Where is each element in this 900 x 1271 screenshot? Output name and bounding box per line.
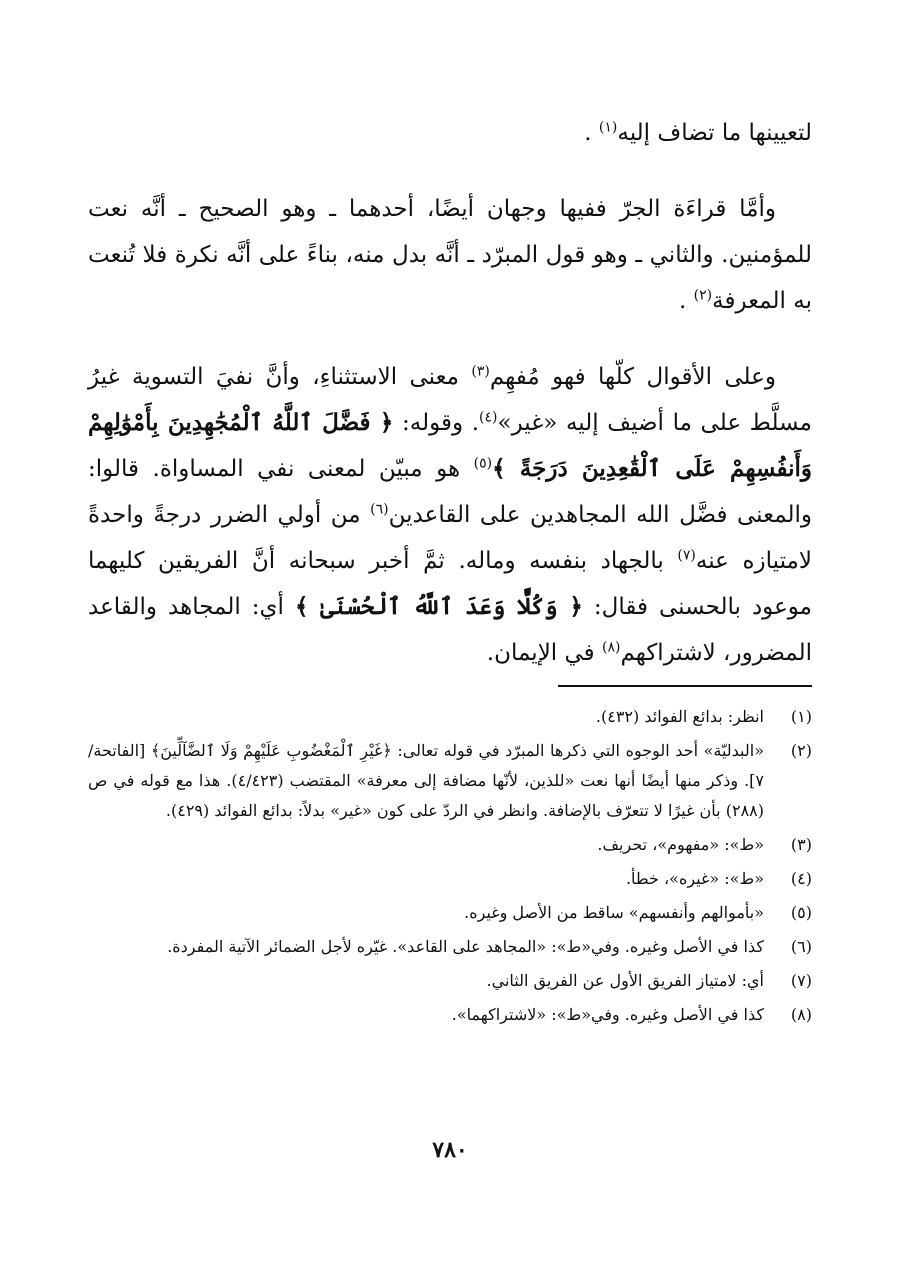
- footnote-8: [88, 1000, 812, 1030]
- footnote-text: انظر: بدائع الفوائد (٤٣٢).: [595, 707, 764, 726]
- footnote-ref-2[interactable]: (٢): [693, 287, 713, 304]
- paragraph-3-segment-7: أي: المجاهد والقاعد المضرور، لاشتراكهم: [88, 594, 812, 666]
- paragraph-3-segment-1: وعلى الأقوال كلّها فهو مُفهِم: [489, 364, 776, 390]
- paragraph-1-text: لتعيينها ما تضاف إليه: [617, 120, 812, 146]
- paragraph-3-segment-2: معنى الاستثناءِ، وأنَّ نفيَ التسوية غيرُ مسلَّط على ما أضيف إليه «غير»: [88, 364, 812, 436]
- footnote-text: «بأموالهم وأنفسهم» ساقط من الأصل وغيره.: [464, 903, 764, 922]
- quran-verse-1: ﴿ فَضَّلَ ٱللَّهُ ٱلْمُجَٰهِدِينَ بِأَمْوَٰلِهِمْ وَأَنفُسِهِمْ عَلَى ٱلْقَٰعِدِينَ دَرَجَةً ﴾: [88, 409, 812, 482]
- footnote-3: [88, 830, 812, 860]
- footnote-7: [88, 966, 812, 996]
- paragraph-1: [88, 110, 812, 156]
- footnote-ref-8[interactable]: (٨): [601, 639, 621, 656]
- main-text: [88, 110, 812, 676]
- paragraph-3-segment-6: بالجهاد بنفسه وماله. ثمَّ أخبر سبحانه أنَّ الفريقين كليهما موعود بالحسنى فقال:: [88, 548, 812, 620]
- paragraph-3: [88, 354, 812, 676]
- paragraph-3-segment-3: . وقوله:: [393, 410, 480, 436]
- footnote-text: كذا في الأصل وغيره. وفي«ط»: «المجاهد على القاعد». غيّره لأجل الضمائر الآتية المفردة.: [167, 937, 764, 956]
- footnote-text: كذا في الأصل وغيره. وفي«ط»: «لاشتراكهما».: [451, 1005, 764, 1024]
- footnote-ref-5[interactable]: (٥): [473, 455, 493, 472]
- footnote-2: [88, 736, 812, 826]
- footnote-text: «البدليّة» أحد الوجوه التي ذكرها المبرّد في قوله تعالى: ﴿غَيْرِ ٱلْمَغْضُوبِ عَلَيْهِمْ وَلَا ٱلضَّآلِّينَ﴾ [الفاتحة/ ٧]. وذكر منها أيضًا أنها نعت «للذين، لأنّها مضافة إلى معرفة» المقتضب (٤/٤٢٣). هذا مع قوله في ص (٢٨٨) بأن غيرًا لا تتعرّف بالإضافة. وانظر في الردّ على كون «غير» بدلاً: بدائع الفوائد (٤٢٩).: [88, 741, 765, 820]
- paragraph-3-segment-8: في الإيمان.: [486, 640, 602, 666]
- footnote-number: (١): [790, 707, 812, 726]
- footnote-4: [88, 864, 812, 894]
- footnote-text: أي: لامتياز الفريق الأول عن الفريق الثاني.: [486, 971, 764, 990]
- footnote-1: [88, 702, 812, 732]
- footnote-text: «ط»: «مفهوم»، تحريف.: [597, 835, 764, 854]
- footnote-ref-1[interactable]: (١): [598, 119, 618, 136]
- footnote-ref-3[interactable]: (٣): [471, 363, 490, 380]
- footnote-number: (٢): [790, 741, 812, 760]
- paragraph-2-text: وأمَّا قراءَة الجرّ ففيها وجهان أيضًا، أحدهما ـ وهو الصحيح ـ أنَّه نعت للمؤمنين. والثاني ـ وهو قول المبرّد ـ أنَّه بدل منه، بناءً على أنَّه نكرة فلا تُنعت به المعرفة: [88, 196, 812, 314]
- paragraph-3-segment-4: هو مبيّن لمعنى نفي المساواة. قالوا: والمعنى فضَّل الله المجاهدين على القاعدين: [88, 456, 812, 528]
- paragraph-2: [88, 186, 812, 324]
- footnote-6: [88, 932, 812, 962]
- footnote-5: [88, 898, 812, 928]
- page-number: ٧٨٠: [432, 1137, 468, 1163]
- footnote-number: (٥): [790, 903, 812, 922]
- footnote-ref-7[interactable]: (٧): [677, 547, 696, 564]
- footnote-number: (٤): [790, 869, 812, 888]
- footnote-separator: [558, 685, 812, 687]
- paragraph-2-end: .: [679, 288, 694, 314]
- footnote-number: (٣): [790, 835, 812, 854]
- footnote-ref-6[interactable]: (٦): [370, 501, 389, 518]
- paragraph-3-segment-5: من أولي الضرر درجةً واحدةً لامتيازه عنه: [88, 502, 812, 574]
- paragraph-1-end: .: [584, 120, 599, 146]
- footnotes: [88, 702, 812, 1034]
- footnote-number: (٦): [790, 937, 812, 956]
- footnote-number: (٨): [790, 1005, 812, 1024]
- quran-verse-2: ﴿ وَكُلًّا وَعَدَ ٱللَّهُ ٱلْحُسْنَىٰ ﴾: [294, 593, 583, 620]
- footnote-ref-4[interactable]: (٤): [479, 409, 498, 426]
- footnote-text: «ط»: «غيره»، خطأ.: [625, 869, 764, 888]
- footnote-number: (٧): [790, 971, 812, 990]
